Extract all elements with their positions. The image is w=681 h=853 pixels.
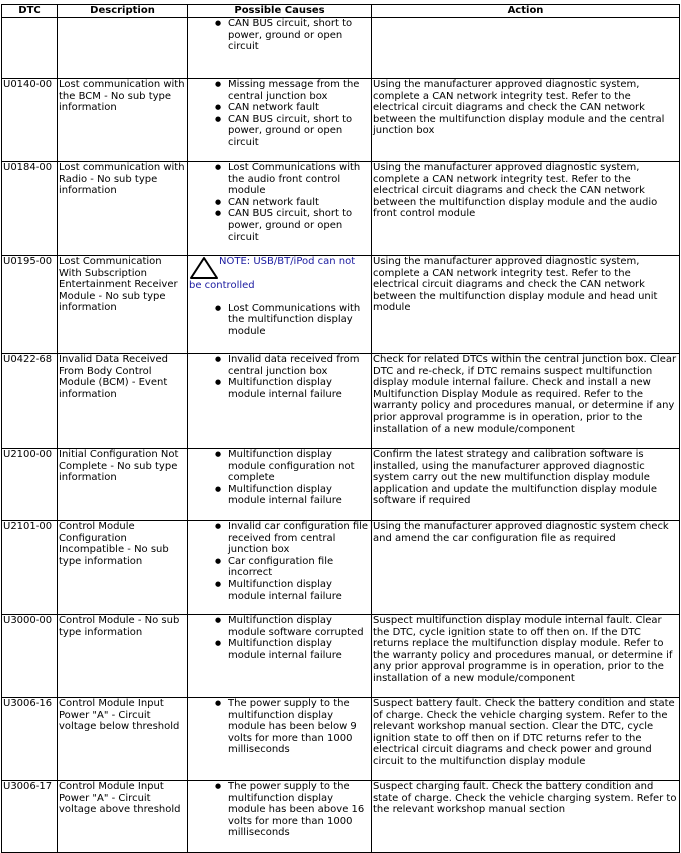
header-row <box>2 5 680 18</box>
cause-item: ● Multifunction display module internal failure <box>189 377 370 400</box>
dtc-code: U0184-00 <box>2 162 58 256</box>
table-row <box>2 162 680 256</box>
action-text: Using the manufacturer approved diagnostic system check and amend the car configuration file as required <box>372 521 680 615</box>
dtc-code: U2101-00 <box>2 521 58 615</box>
dtc-description: Lost communication with the BCM - No sub type information <box>58 79 188 162</box>
action-text: Confirm the latest strategy and calibration software is installed, using the manufacturer approved diagnostic system carry out the new multifunction display module application and update the multifunction display module software if required <box>372 449 680 521</box>
dtc-code: U3000-00 <box>2 615 58 698</box>
dtc-description <box>58 18 188 79</box>
cause-item: ● CAN network fault <box>189 102 370 114</box>
cause-item: ● Multifunction display module internal failure <box>189 638 370 661</box>
dtc-description: Invalid Data Received From Body Control Module (BCM) - Event information <box>58 354 188 449</box>
action-text: Using the manufacturer approved diagnostic system, complete a CAN network integrity test. Refer to the electrical circuit diagrams and check the CAN network between the multifunction display module and the central junction box <box>372 79 680 162</box>
dtc-table <box>1 4 680 853</box>
action-text: Suspect multifunction display module internal fault. Clear the DTC, cycle ignition state to off then on. If the DTC returns replace the multifunction display module. Refer to the warranty policy and procedures manual, or determine if any prior approval programme is in operation, prior to the installation of a new module/component <box>372 615 680 698</box>
cause-item: ● Lost Communications with the audio front control module <box>189 162 370 197</box>
possible-causes <box>188 449 372 521</box>
table-row <box>2 615 680 698</box>
dtc-code: U2100-00 <box>2 449 58 521</box>
table-row <box>2 449 680 521</box>
action-text: Suspect battery fault. Check the battery condition and state of charge. Check the vehicle charging system. Refer to the relevant workshop manual section. Clear the DTC, cycle ignition state to off then on if DTC returns refer to the electrical circuit diagrams and check power and ground circuit to the multifunction display module <box>372 698 680 781</box>
possible-causes <box>188 615 372 698</box>
cause-item: ● CAN BUS circuit, short to power, ground or open circuit <box>189 114 370 149</box>
dtc-description: Control Module Input Power "A" - Circuit voltage above threshold <box>58 781 188 853</box>
possible-causes <box>188 256 372 354</box>
note-text: NOTE: USB/BT/iPod can not be controlled <box>189 256 356 291</box>
possible-causes <box>188 781 372 853</box>
cause-item: ● CAN network fault <box>189 197 370 209</box>
dtc-code <box>2 18 58 79</box>
dtc-code: U0422-68 <box>2 354 58 449</box>
dtc-code: U0140-00 <box>2 79 58 162</box>
dtc-description: Lost communication with Radio - No sub type information <box>58 162 188 256</box>
cause-item: ● Lost Communications with the multifunction display module <box>189 303 370 338</box>
cause-item: ● The power supply to the multifunction display module has been below 9 volts for more than 1000 milliseconds <box>189 698 370 756</box>
cause-item: ● Multifunction display module internal failure <box>189 484 370 507</box>
dtc-code: U3006-17 <box>2 781 58 853</box>
note-block <box>189 256 370 292</box>
header-dtc: DTC <box>2 5 58 18</box>
action-text: Using the manufacturer approved diagnostic system, complete a CAN network integrity test. Refer to the electrical circuit diagrams and check the CAN network between the multifunction display module and head unit module <box>372 256 680 354</box>
warning-triangle-icon <box>189 256 219 280</box>
table-row <box>2 521 680 615</box>
table-row <box>2 781 680 853</box>
dtc-description: Control Module Input Power "A" - Circuit voltage below threshold <box>58 698 188 781</box>
table-row <box>2 18 680 79</box>
action-text: Suspect charging fault. Check the battery condition and state of charge. Check the vehicle charging system. Refer to the relevant workshop manual section <box>372 781 680 853</box>
dtc-description: Lost Communication With Subscription Entertainment Receiver Module - No sub type information <box>58 256 188 354</box>
dtc-code: U3006-16 <box>2 698 58 781</box>
possible-causes <box>188 162 372 256</box>
cause-item: ● Multifunction display module internal failure <box>189 579 370 602</box>
cause-item: ● Multifunction display module configuration not complete <box>189 449 370 484</box>
cause-item: ● CAN BUS circuit, short to power, ground or open circuit <box>189 18 370 53</box>
header-action: Action <box>372 5 680 18</box>
possible-causes <box>188 698 372 781</box>
action-text <box>372 18 680 79</box>
header-description: Description <box>58 5 188 18</box>
table-row <box>2 354 680 449</box>
cause-item: ● CAN BUS circuit, short to power, ground or open circuit <box>189 208 370 243</box>
cause-item: ● The power supply to the multifunction display module has been above 16 volts for more than 1000 milliseconds <box>189 781 370 839</box>
table-row <box>2 79 680 162</box>
dtc-description: Control Module - No sub type information <box>58 615 188 698</box>
table-row <box>2 256 680 354</box>
dtc-description: Control Module Configuration Incompatible - No sub type information <box>58 521 188 615</box>
dtc-description: Initial Configuration Not Complete - No sub type information <box>58 449 188 521</box>
dtc-code: U0195-00 <box>2 256 58 354</box>
action-text: Using the manufacturer approved diagnostic system, complete a CAN network integrity test. Refer to the electrical circuit diagrams and check the CAN network between the multifunction display module and the audio front control module <box>372 162 680 256</box>
table-row <box>2 698 680 781</box>
cause-item: ● Invalid data received from central junction box <box>189 354 370 377</box>
possible-causes <box>188 18 372 79</box>
cause-item: ● Missing message from the central junction box <box>189 79 370 102</box>
cause-item: ● Multifunction display module software corrupted <box>189 615 370 638</box>
action-text: Check for related DTCs within the central junction box. Clear DTC and re-check, if DTC remains suspect multifunction display module internal failure. Check and install a new Multifunction Display Module as required. Refer to the warranty policy and procedures manual, or determine if any prior approval programme is in operation, prior to the installation of a new module/component <box>372 354 680 449</box>
possible-causes <box>188 79 372 162</box>
cause-item: ● Car configuration file incorrect <box>189 556 370 579</box>
header-possible-causes: Possible Causes <box>188 5 372 18</box>
possible-causes <box>188 521 372 615</box>
cause-item: ● Invalid car configuration file received from central junction box <box>189 521 370 556</box>
possible-causes <box>188 354 372 449</box>
